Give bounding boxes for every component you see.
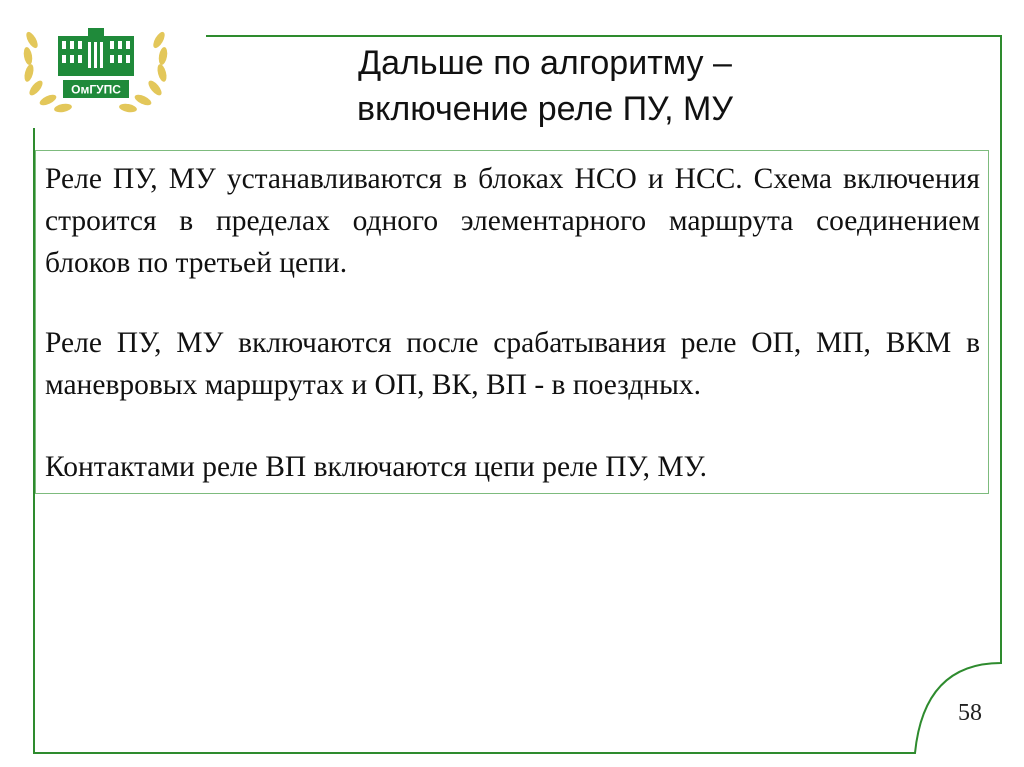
title-line-2: включение реле ПУ, МУ [357, 90, 733, 128]
omgups-logo [18, 18, 173, 118]
slide-title [300, 40, 790, 132]
paragraph-1: Реле ПУ, МУ устанавливаются в блоках НСО и НСС. Схема включения строится в пределах одного элементарного маршрута соединением блоков по третьей цепи. [45, 163, 980, 279]
page-number: 58 [958, 700, 982, 726]
title-line-1: Дальше по алгоритму – [358, 44, 732, 82]
paragraph-3: Контактами реле ВП включаются цепи реле ПУ, МУ. [45, 451, 708, 483]
svg-text:ОмГУПС: ОмГУПС [71, 82, 121, 97]
paragraph-2: Реле ПУ, МУ включаются после срабатывания реле ОП, МП, ВКМ в маневровых маршрутах и ОП, ВК, ВП - в поездных. [45, 327, 980, 401]
